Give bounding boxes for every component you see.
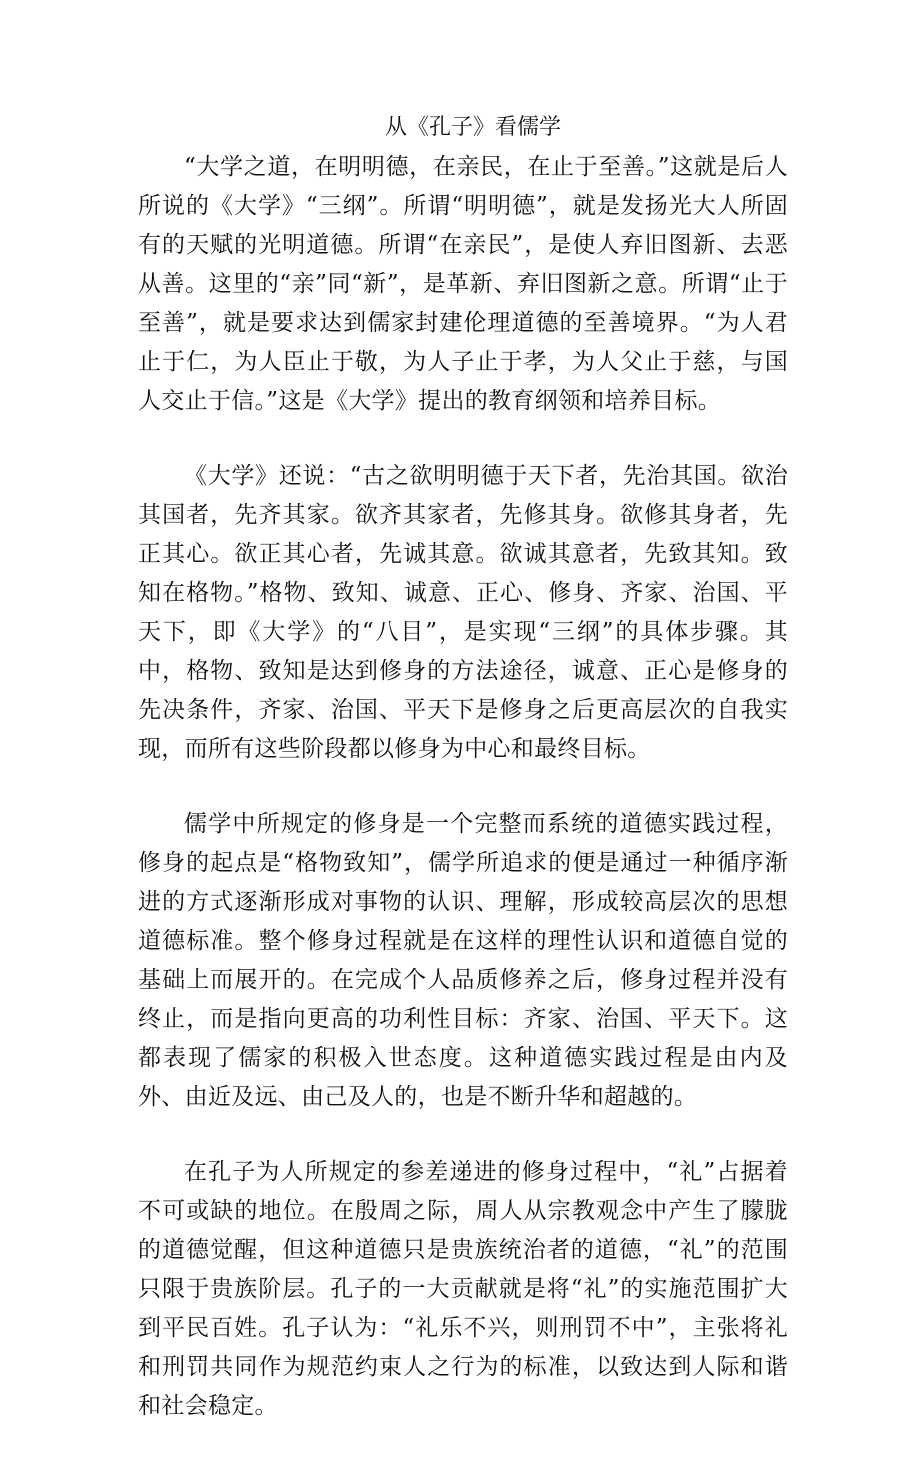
document-page	[138, 108, 788, 1462]
paragraph-self-cultivation: 儒学中所规定的修身是一个完整而系统的道德实践过程，修身的起点是“格物致知”，儒学所追求的便是通过一种循序渐进的方式逐渐形成对事物的认识、理解，形成较高层次的思想道德标准。整个修身过程就是在这样的理性认识和道德自觉的基础上而展开的。在完成个人品质修养之后，修身过程并没有终止，而是指向更高的功利性目标：齐家、治国、平天下。这都表现了儒家的积极入世态度。这种道德实践过程是由内及外、由近及远、由己及人的，也是不断升华和超越的。	[138, 811, 788, 1110]
paragraph-li: 在孔子为人所规定的参差递进的修身过程中，“礼”占据着不可或缺的地位。在殷周之际，周人从宗教观念中产生了朦胧的道德觉醒，但这种道德只是贵族统治者的道德，“礼”的范围只限于贵族阶层。孔子的一大贡献就是将“礼”的实施范围扩大到平民百姓。孔子认为：“礼乐不兴，则刑罚不中”，主张将礼和刑罚共同作为规范约束人之行为的标准，以致达到人际和谐和社会稳定。	[138, 1159, 788, 1419]
paragraph-san-gang: “大学之道，在明明德，在亲民，在止于至善。”这就是后人所说的《大学》“三纲”。所谓“明明德”，就是发扬光大人所固有的天赋的光明道德。所谓“在亲民”，是使人弃旧图新、去恶从善。这里的“亲”同“新”，是革新、弃旧图新之意。所谓“止于至善”，就是要求达到儒家封建伦理道德的至善境界。“为人君止于仁，为人臣止于敬，为人子止于孝，为人父止于慈，与国人交止于信。”这是《大学》提出的教育纲领和培养目标。	[138, 154, 788, 414]
document-title: 从《孔子》看儒学	[384, 115, 561, 140]
paragraph-ba-mu: 《大学》还说：“古之欲明明德于天下者，先治其国。欲治其国者，先齐其家。欲齐其家者，先修其身。欲修其身者，先正其心。欲正其心者，先诚其意。欲诚其意者，先致其知。致知在格物。”格物、致知、诚意、正心、修身、齐家、治国、平天下，即《大学》的“八目”，是实现“三纲”的具体步骤。其中，格物、致知是达到修身的方法途径，诚意、正心是修身的先决条件，齐家、治国、平天下是修身之后更高层次的自我实现，而所有这些阶段都以修身为中心和最终目标。	[138, 463, 788, 762]
